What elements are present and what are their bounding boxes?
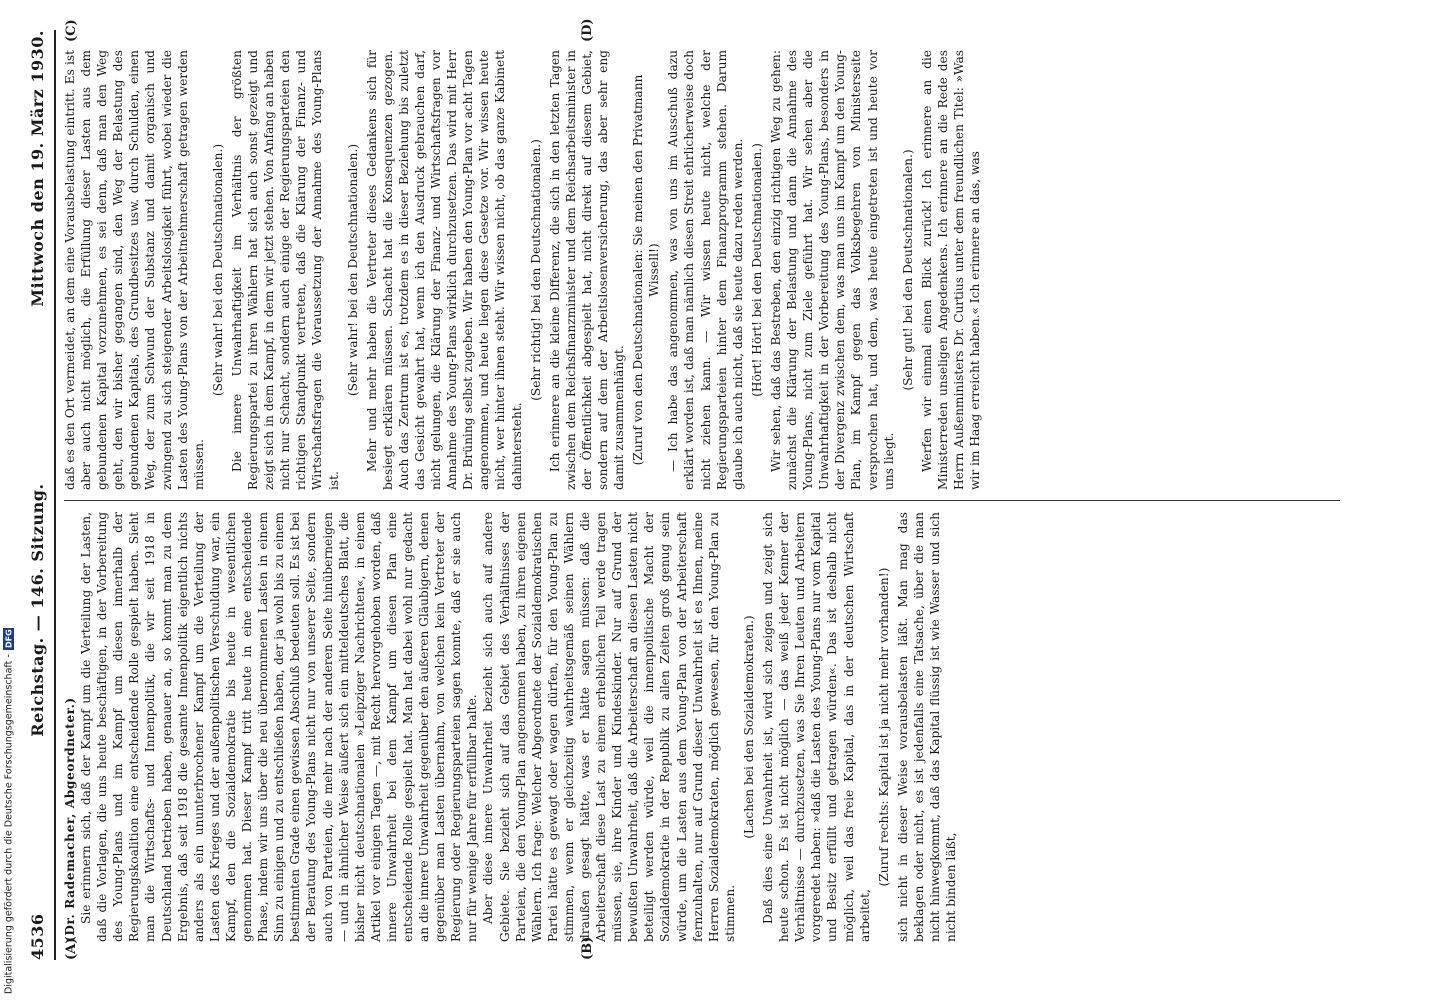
- paragraph: daß es den Ort vermeidet, an dem eine Vorausbelastung eintritt. Es ist aber auch nicht möglich, die Erfüllung dieser Lasten aus dem gebundenen Kapital vorzunehmen, es sei denn, daß man den Weg geht, den wir bisher gegangen sind, den Weg der Belastung des gebundenen Kapitals, des Grundbesitzes usw. durch Schulden, einen Weg, der zum Schwund der Substanz und damit organisch und zwingend zu sich steigender Arbeitslosigkeit führt, wobei wieder die Lasten des Young-Plans von der Arbeitnehmerschaft getragen werden müssen.: [63, 50, 206, 490]
- margin-letter-d: (D): [580, 18, 595, 42]
- dfg-logo: DFG: [4, 629, 14, 649]
- paragraph: Die innere Unwahrhaftigkeit im Verhältnis der größten Regierungspartei zu ihren Wählern hat sich auch sonst gezeigt und zeigt sich in dem Kampf, in dem wir jetzt stehen. Von Anfang an haben nicht nur Schacht, sondern auch einige der Regierungsparteien den richtigen Standpunkt vertreten, daß die Klärung der Finanz- und Wirtschaftsfragen die Voraussetzung der Annahme des Young-Plans ist.: [229, 50, 341, 490]
- page-number: 4536: [28, 913, 47, 960]
- interjection: (Zuruf rechts: Kapital ist ja nicht mehr vorhanden!): [876, 567, 891, 887]
- paragraph: Sie erinnern sich, daß der Kampf um die Verteilung der Lasten, daß die Vorlagen, die uns heute beschäftigen, in der Vorbereitung des Young-Plans und im Kampf um diesen innerhalb der Regierungskoalition eine entscheidende Rolle gespielt haben. Sieht man die Wirtschafts- und Innenpolitik, die wir seit 1918 in Deutschland betrieben haben, genauer an, so kommt man zu dem Ergebnis, daß seit 1918 die gesamte Innenpolitik eigentlich nichts anders als ein ununterbrochener Kampf um die Verteilung der Lasten des Krieges und der außenpolitischen Verschuldung war, ein Kampf, den die Sozialdemokratie bis heute in wesentlichen genommen hat. Dieser Kampf tritt heute in eine entscheidende Phase, indem wir uns über die neu übernommenen Lasten in einem Sinn zu einigen und zu entschließen haben, der ja wohl bis zu einem bestimmten Grade einen gewissen Abschluß bedeuten soll. Es ist bei der Beratung des Young-Plans nicht nur von unserer Seite, sondern auch von Parteien, die mehr nach der anderen Seite hinüberneigen — und in ähnlicher Weise äußert sich ein mitteldeutsches Blatt, die bisher nicht deutschnationalen »Leipziger Nachrichten«, in einem Artikel vor einigen Tagen —, mit Recht hervorgehoben worden, daß innere Unwahrheit bei dem Kampf um diesen Plan eine entscheidende Rolle gespielt hat. Man hat dabei wohl nur gedacht an die innere Unwahrheit gegenüber den äußeren Gläubigern, denen gegenüber man Lasten übernahm, von welchen kein Vertreter der Regierung oder Regierungsparteien sagen konnte, daß er sie auch nur für wenige Jahre für erfüllbar halte.: [79, 512, 480, 942]
- credit-text: Digitalisierung gefördert durch die Deutsche Forschungsgemeinschaft -: [3, 654, 15, 994]
- scanned-page: [20, 10, 1360, 990]
- session-title: Reichstag. — 146. Sitzung.: [28, 483, 47, 737]
- paragraph: sich nicht in dieser Weise vorausbelasten läßt. Man mag das beklagen oder nicht, es ist jedenfalls eine Tatsache, über die man nicht hinwegkommt, daß das Kapital flüssig ist wie Wasser und sich nicht binden läßt,: [895, 512, 959, 942]
- interjection: (Lachen bei den Sozialdemokraten.): [741, 615, 756, 839]
- paragraph: Mehr und mehr haben die Vertreter dieses Gedankens sich für besiegt erklären müssen. Schacht hat die Konsequenzen gezogen. Auch das Zentrum ist es, trotzdem es in dieser Beziehung bis zuletzt das Gesicht gewahrt hat, wenn ich den Ausdruck gebrauchen darf, nicht gelungen, die Klärung der Finanz- und Wirtschaftsfragen vor Annahme des Young-Plans wirklich durchzusetzen. Das wird mit Herr Dr. Brüning selbst zugeben. Wir haben den Young-Plan vor acht Tagen angenommen, und heute liegen diese Gesetze vor. Wir wissen heute nicht, wer hinter ihnen steht. Wir wissen nicht, ob das ganze Kabinett dahintersteht.: [364, 50, 524, 490]
- interjection: (Hört! Hört! bei den Deutschnationalen.): [749, 143, 764, 397]
- margin-letter-c: (C): [64, 19, 79, 42]
- paragraph: — Ich habe das angenommen, was von uns im Ausschuß dazu erklärt worden ist, daß man nämlich diesen Streit ehrlicherweise doch nicht ziehen kann. — Wir wissen heute nicht, welche der Regierungsparteien hinter dem Finanzprogramm stehen. Darum glaube ich auch nicht, daß sie heute dazu reden werden.: [666, 50, 745, 490]
- header-rule: [54, 30, 56, 960]
- interjection: (Sehr gut! bei den Deutschnationalen.): [900, 149, 915, 391]
- paragraph: Ich erinnere an die kleine Differenz, die sich in den letzten Tagen zwischen dem Reichsfinanzminister und dem Reichsarbeitsminister in der Öffentlichkeit abgespielt hat, nicht direkt auf diesem Gebiet, sondern auf dem der Arbeitslosenversicherung, das aber sehr eng damit zusammenhängt.: [547, 50, 627, 490]
- page-header: [28, 30, 52, 960]
- interjection: (Sehr wahr! bei den Deutschnationalen.): [210, 143, 225, 397]
- paragraph: Aber diese innere Unwahrheit bezieht sich auch auf andere Gebiete. Sie bezieht sich auf das Gebiet des Verhältnisses der Parteien, die den Young-Plan angenommen haben, zu ihren eigenen Wählern. Ich frage: Welcher Abgeordnete der Sozialdemokratischen Partei hätte es gewagt oder wagen dürfen, für den Young-Plan zu stimmen, wenn er gleichzeitig wahrheitsgemäß seinen Wählern draußen gesagt hätte, was er hätte sagen müssen: daß die Arbeiterschaft diese Last zu einem erheblichen Teil werde tragen müssen, sie, ihre Kinder und Kindeskinder. Nur auf Grund der bewußten Unwahrheit, daß die Arbeiterschaft an diesen Lasten nicht beteiligt werden würde, weil die innenpolitische Macht der Sozialdemokratie in der Republik zu allen Zeiten groß genug sein würde, um die Lasten aus dem Young-Plan von der Arbeiterschaft fernzuhalten, nur auf Grund dieser Unwahrheit ist es Ihnen, meine Herren Sozialdemokraten, möglich gewesen, für den Young-Plan zu stimmen.: [481, 512, 737, 942]
- margin-letter-b: (B): [580, 936, 595, 960]
- paragraph: Daß dies eine Unwahrheit ist, wird sich zeigen und zeigt sich heute schon. Es ist nicht möglich — das weiß jeder Kenner der Verhältnisse — durchzusetzen, was Sie Ihren Leuten und Arbeitern vorgeredet haben: »daß die Lasten des Young-Plans nur vom Kapital und Besitz erfüllt und getragen würden«. Das ist deshalb nicht möglich, weil das freie Kapital, das in der deutschen Wirtschaft arbeitet,: [761, 512, 872, 942]
- paragraph: Werfen wir einmal einen Blick zurück! Ich erinnere an die Ministerreden unseligen Angedenkens. Ich erinnere an die Rede des Herrn Außenministers Dr. Curtius unter dem freundlichen Titel: »Was wir im Haag erreicht haben.« Ich erinnere an das, was: [919, 50, 983, 490]
- digitization-credit: [2, 10, 16, 994]
- session-date: Mittwoch den 19. März 1930.: [28, 30, 47, 307]
- right-column: [62, 50, 1350, 490]
- margin-letter-a: (A): [64, 937, 79, 960]
- speaker-name: (Dr. Rademacher, Abgeordneter.): [63, 697, 77, 942]
- interjection: (Zuruf von den Deutschnationalen: Sie meinen den Privatmann Wissell!): [631, 74, 662, 466]
- interjection: (Sehr wahr! bei den Deutschnationalen.): [345, 143, 360, 397]
- interjection: (Sehr richtig! bei den Deutschnationalen.): [528, 139, 543, 401]
- paragraph: Wir sehen, daß das Bestreben, den einzig richtigen Weg zu gehen: zunächst die Klärung der Belastung und dann die Annahme des Young-Plans, nicht zum Ziele geführt hat. Wir sehen aber die Unwahrhaftigkeit in der Vorbereitung des Young-Plans, besonders in der Divergenz zwischen dem, was man uns im Kampf um den Young-Plan, im Kampf gegen das Volksbegehren von Ministerseite versprochen hat, und dem, was heute eingetreten ist und heute vor uns liegt.: [768, 50, 896, 490]
- left-column: [62, 512, 1350, 942]
- column-divider: [64, 500, 1340, 501]
